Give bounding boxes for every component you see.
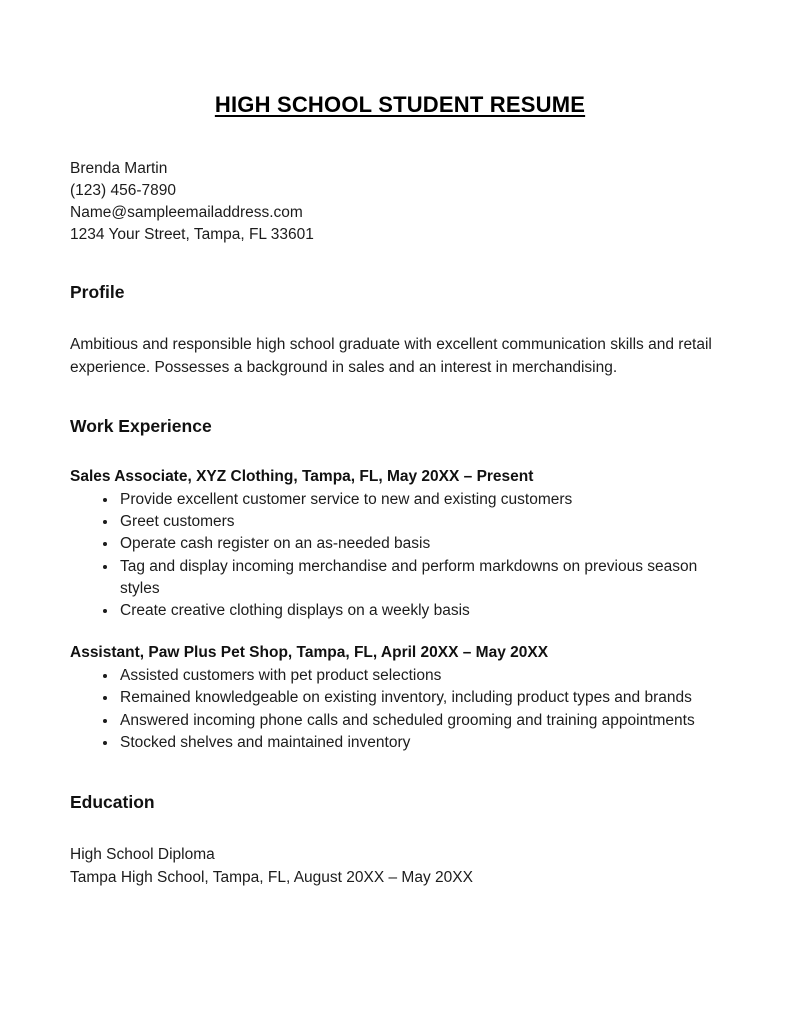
job-bullet: • Operate cash register on an as-needed basis (118, 533, 718, 555)
education-school: Tampa High School, Tampa, FL, August 20XX – May 20XX (70, 868, 473, 886)
job-title-sales-associate: Sales Associate, XYZ Clothing, Tampa, FL, May 20XX – Present (70, 468, 534, 485)
job-bullet: • Answered incoming phone calls and scheduled grooming and training appointments (118, 710, 718, 732)
education-degree: High School Diploma (70, 846, 215, 864)
job-bullet: • Provide excellent customer service to new and existing customers (118, 489, 718, 511)
job-bullet-list (70, 489, 730, 622)
job-bullet: • Tag and display incoming merchandise and perform markdowns on previous season styles (118, 556, 718, 600)
job-bullet: • Create creative clothing displays on a weekly basis (118, 600, 718, 622)
contact-address: 1234 Your Street, Tampa, FL 33601 (70, 226, 314, 243)
section-heading-education: Education (70, 792, 155, 813)
education-entry (70, 844, 730, 889)
contact-email: Name@sampleemailaddress.com (70, 204, 303, 221)
job-bullet: • Greet customers (118, 511, 718, 533)
page-title: HIGH SCHOOL STUDENT RESUME (214, 92, 586, 117)
section-heading-work-experience: Work Experience (70, 416, 212, 436)
job-title-assistant: Assistant, Paw Plus Pet Shop, Tampa, FL, April 20XX – May 20XX (70, 644, 549, 662)
job-bullet-list (70, 665, 730, 754)
job-bullet: • Remained knowledgeable on existing inventory, including product types and brands (118, 687, 718, 709)
job-bullet: • Assisted customers with pet product selections (118, 665, 718, 687)
contact-phone: (123) 456-7890 (70, 182, 176, 199)
job-entry-assistant (70, 644, 730, 754)
section-heading-profile: Profile (70, 282, 125, 302)
job-bullet: • Stocked shelves and maintained inventory (118, 732, 718, 754)
job-entry-sales-associate (70, 468, 730, 622)
contact-block (70, 158, 730, 246)
contact-name: Brenda Martin (70, 160, 168, 177)
profile-summary: Ambitious and responsible high school graduate with excellent communication skills and retail experience. Possesses a background in sales and an interest in merchandising. (70, 336, 712, 376)
